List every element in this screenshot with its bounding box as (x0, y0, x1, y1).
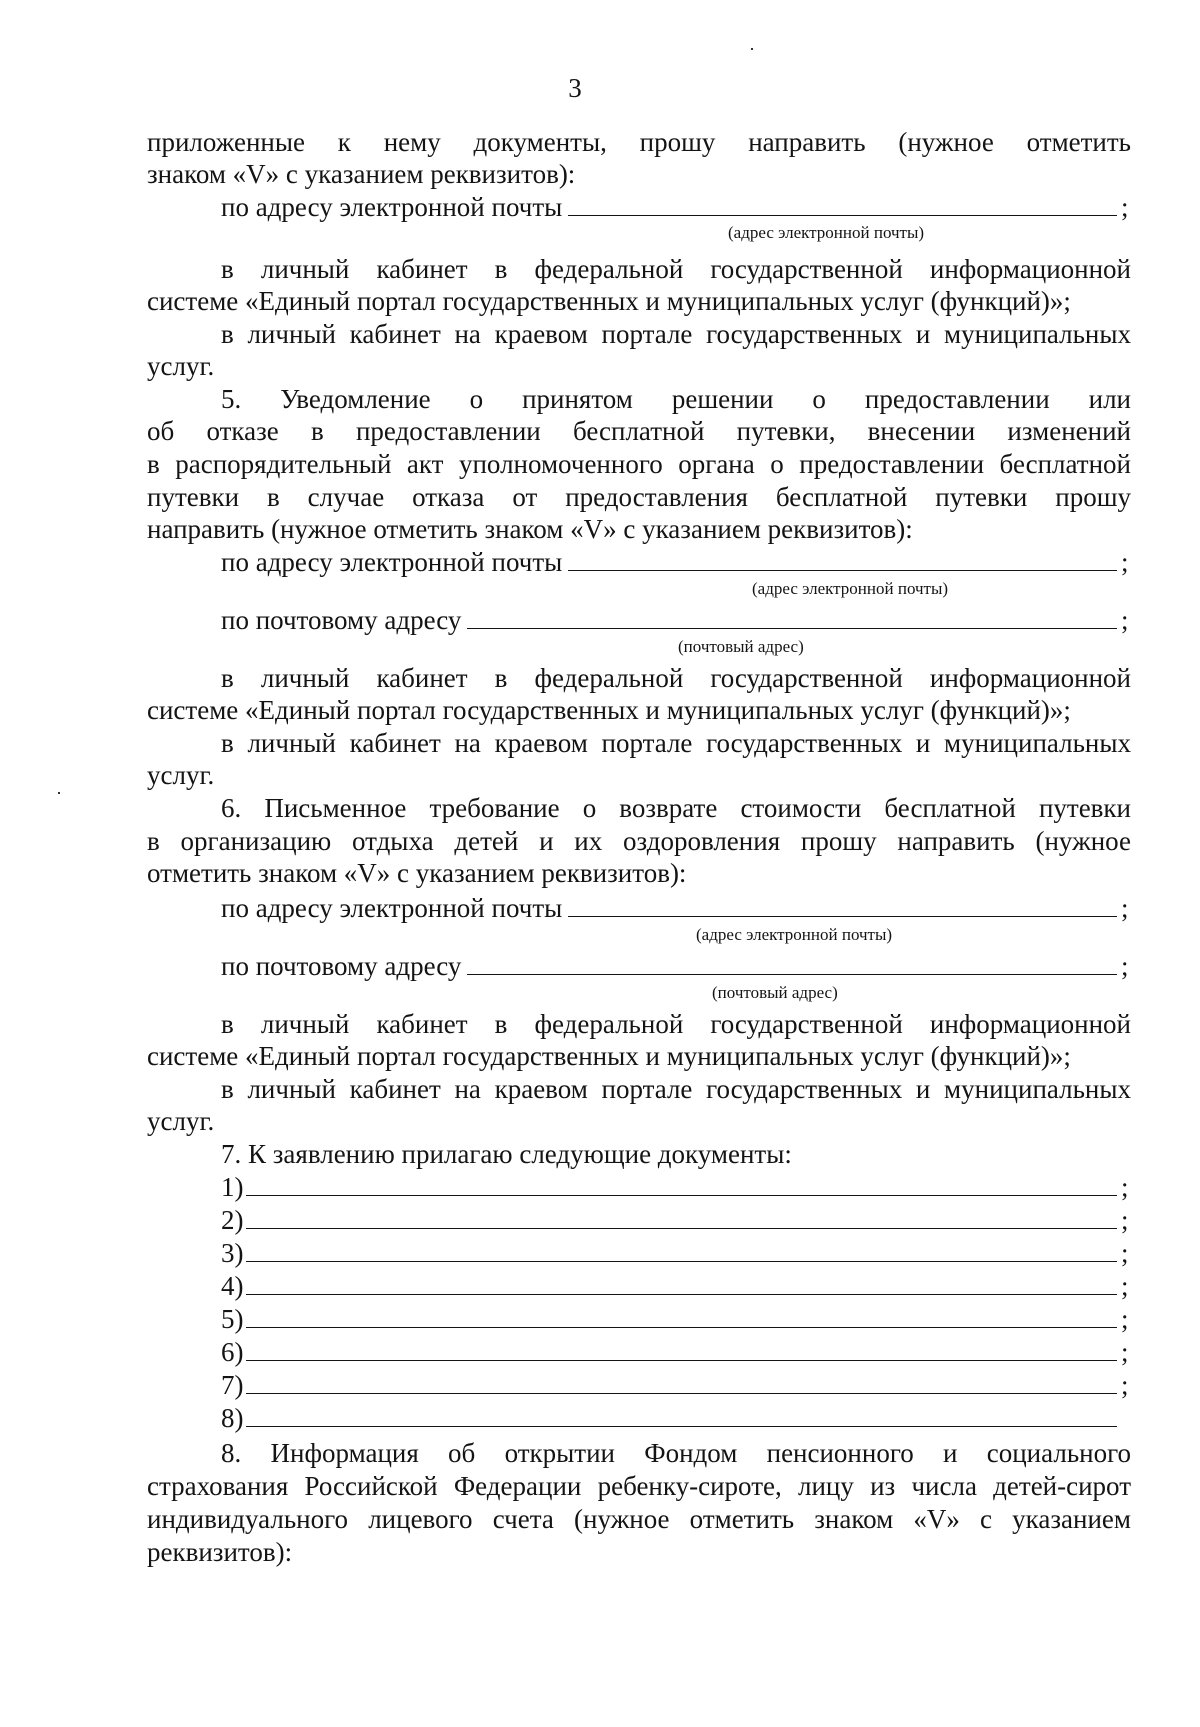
paragraph-line: услуг. (147, 351, 215, 381)
field-terminator: ; (1121, 605, 1129, 635)
paragraph-line: системе «Единый портал государственных и муниципальных услуг (функций)»; (147, 1041, 1071, 1071)
field-terminator: ; (1121, 1205, 1129, 1235)
email-field-row (221, 546, 1131, 578)
field-terminator: ; (1121, 1337, 1129, 1367)
postal-field-label: по почтовому адресу (221, 951, 462, 981)
paragraph-line: системе «Единый портал государственных и муниципальных услуг (функций)»; (147, 286, 1071, 316)
field-terminator: ; (1121, 547, 1129, 577)
attachment-row (221, 1336, 1131, 1368)
field-terminator: ; (1121, 1271, 1129, 1301)
attachment-number: 8) (221, 1403, 244, 1433)
paragraph-line: направить (нужное отметить знаком «V» с указанием реквизитов): (147, 514, 913, 544)
email-field-label: по адресу электронной почты (221, 192, 563, 222)
attachment-field[interactable] (246, 1402, 1118, 1427)
attachment-number: 1) (221, 1172, 244, 1202)
section-5-heading: 5. Уведомление о принятом решении о предоставлении или (221, 384, 1131, 414)
paragraph-line: в личный кабинет в федеральной государственной информационной (221, 254, 1131, 284)
field-terminator: ; (1121, 1370, 1129, 1400)
attachment-field[interactable] (246, 1237, 1118, 1262)
field-terminator: ; (1121, 1238, 1129, 1268)
postal-field-label: по почтовому адресу (221, 605, 462, 635)
paragraph-line: в личный кабинет на краевом портале государственных и муниципальных (221, 728, 1131, 758)
paragraph-line: услуг. (147, 1106, 215, 1136)
attachment-row (221, 1303, 1131, 1335)
field-terminator: ; (1121, 1304, 1129, 1334)
paragraph-line: в распорядительный акт уполномоченного органа о предоставлении бесплатной (147, 449, 1131, 479)
scan-speck (58, 792, 60, 794)
attachment-number: 3) (221, 1238, 244, 1268)
paragraph-line: об отказе в предоставлении бесплатной путевки, внесении изменений (147, 416, 1131, 446)
page-number: 3 (568, 73, 582, 103)
attachment-number: 7) (221, 1370, 244, 1400)
postal-field-row (221, 950, 1131, 982)
email-field[interactable] (568, 546, 1117, 571)
email-field-row (221, 892, 1131, 924)
attachment-row (221, 1171, 1131, 1203)
attachment-field[interactable] (246, 1303, 1118, 1328)
attachment-number: 2) (221, 1205, 244, 1235)
paragraph-line: системе «Единый портал государственных и муниципальных услуг (функций)»; (147, 695, 1071, 725)
paragraph-line: в личный кабинет в федеральной государственной информационной (221, 1009, 1131, 1039)
attachment-field[interactable] (246, 1171, 1118, 1196)
paragraph-line: услуг. (147, 760, 215, 790)
attachment-field[interactable] (246, 1204, 1118, 1229)
email-field-hint: (адрес электронной почты) (696, 925, 893, 944)
paragraph-line: в личный кабинет в федеральной государственной информационной (221, 663, 1131, 693)
scan-speck (751, 48, 753, 50)
postal-field[interactable] (467, 604, 1117, 629)
paragraph-line: страхования Российской Федерации ребенку-сироте, лицу из числа детей-сирот (147, 1471, 1131, 1501)
paragraph-line: отметить знаком «V» с указанием реквизитов): (147, 858, 687, 888)
paragraph-line: индивидуального лицевого счета (нужное отметить знаком «V» с указанием (147, 1504, 1131, 1534)
email-field[interactable] (568, 892, 1117, 917)
attachment-field[interactable] (246, 1270, 1118, 1295)
paragraph-line: приложенные к нему документы, прошу направить (нужное отметить (147, 127, 1131, 157)
email-field-row (221, 191, 1131, 223)
attachment-row (221, 1237, 1131, 1269)
section-7-heading: 7. К заявлению прилагаю следующие документы: (221, 1139, 792, 1169)
postal-field-row (221, 604, 1131, 636)
field-terminator: ; (1121, 893, 1129, 923)
email-field-hint: (адрес электронной почты) (728, 223, 925, 242)
postal-field-hint: (почтовый адрес) (678, 637, 804, 656)
postal-field[interactable] (467, 950, 1117, 975)
paragraph-line: путевки в случае отказа от предоставления бесплатной путевки прошу (147, 482, 1131, 512)
field-terminator: ; (1121, 951, 1129, 981)
field-terminator: ; (1121, 192, 1129, 222)
email-field-hint: (адрес электронной почты) (752, 579, 949, 598)
paragraph-line: в личный кабинет на краевом портале государственных и муниципальных (221, 1074, 1131, 1104)
field-terminator: ; (1121, 1172, 1129, 1202)
paragraph-line: реквизитов): (147, 1537, 293, 1567)
attachment-number: 5) (221, 1304, 244, 1334)
attachment-row (221, 1204, 1131, 1236)
email-field-label: по адресу электронной почты (221, 547, 563, 577)
email-field[interactable] (568, 191, 1117, 216)
attachment-field[interactable] (246, 1369, 1118, 1394)
section-6-heading: 6. Письменное требование о возврате стоимости бесплатной путевки (221, 793, 1131, 823)
attachment-field[interactable] (246, 1336, 1118, 1361)
email-field-label: по адресу электронной почты (221, 893, 563, 923)
attachment-number: 6) (221, 1337, 244, 1367)
section-8-heading: 8. Информация об открытии Фондом пенсионного и социального (221, 1438, 1131, 1468)
paragraph-line: знаком «V» с указанием реквизитов): (147, 159, 576, 189)
paragraph-line: в организацию отдыха детей и их оздоровления прошу направить (нужное (147, 826, 1131, 856)
attachment-row (221, 1369, 1131, 1401)
paragraph-line: в личный кабинет на краевом портале государственных и муниципальных (221, 319, 1131, 349)
postal-field-hint: (почтовый адрес) (712, 983, 838, 1002)
attachment-row (221, 1402, 1131, 1434)
attachment-row (221, 1270, 1131, 1302)
attachment-number: 4) (221, 1271, 244, 1301)
